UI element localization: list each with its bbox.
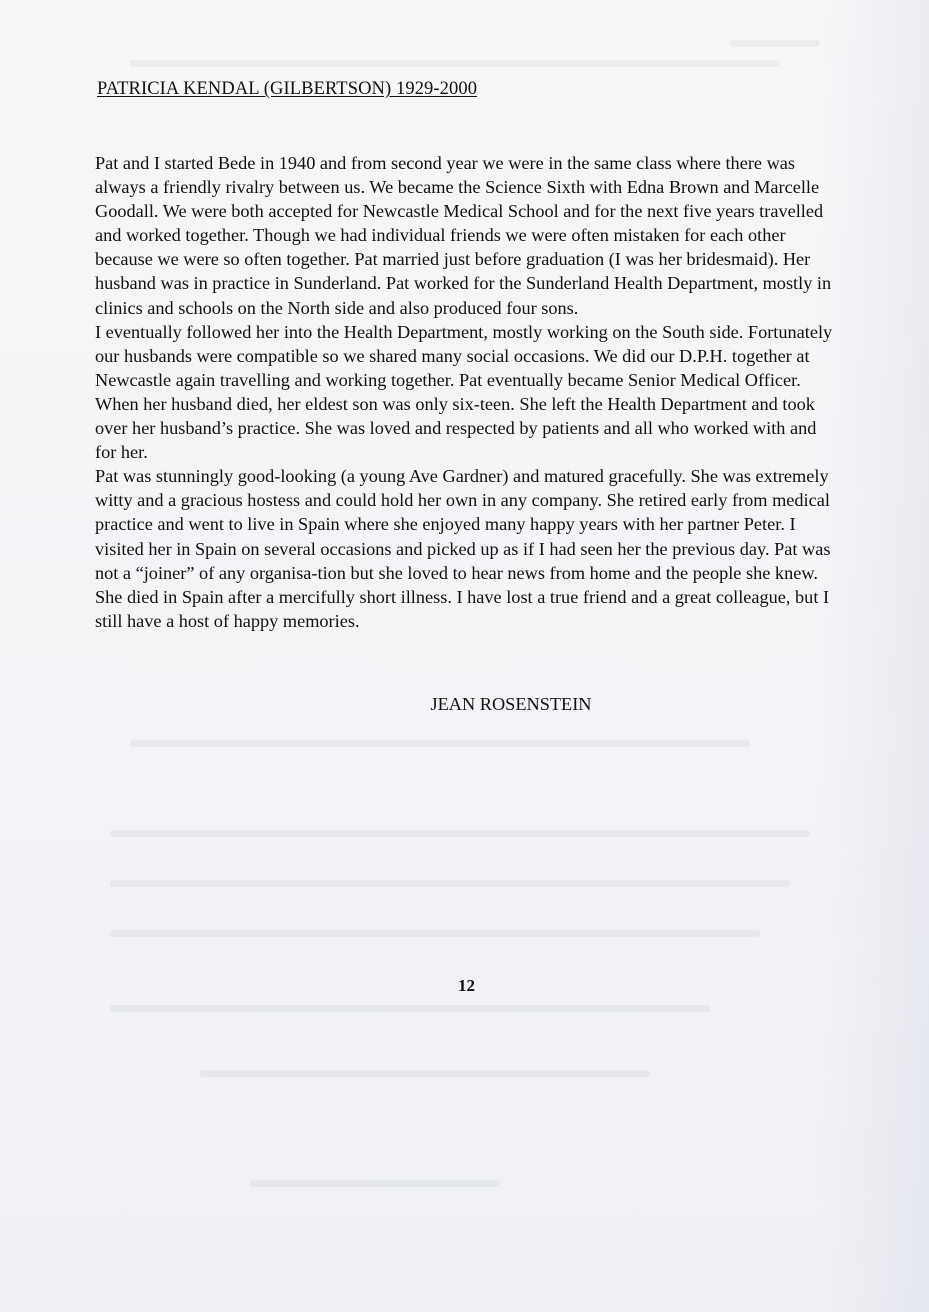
bleed-through-mark <box>130 740 750 747</box>
paragraph: I eventually followed her into the Health Department, mostly working on the South side. Fortunately our husbands were compatible so we shared many social occasions. We did our D.P.H. together at Newcastle again travelling and working together. Pat eventually became Senior Medical Officer. When her husband died, her eldest son was only six-teen. She left the Health Department and took over her husband’s practice. She was loved and respected by patients and all who worked with and for her. <box>95 321 833 463</box>
bleed-through-mark <box>110 830 810 837</box>
bleed-through-mark <box>730 40 820 47</box>
page-number: 12 <box>458 976 475 995</box>
paragraph: Pat and I started Bede in 1940 and from second year we were in the same class where there was always a friendly rivalry between us. We became the Science Sixth with Edna Brown and Marcelle Goodall. We were both accepted for Newcastle Medical School and for the next five years travelled and worked together. Though we had individual friends we were often mistaken for each other because we were so often together. Pat married just before graduation (I was her bridesmaid). Her husband was in practice in Sunderland. Pat worked for the Sunderland Health Department, mostly in clinics and schools on the North side and also produced four sons. <box>95 153 832 318</box>
bleed-through-mark <box>110 880 790 887</box>
bleed-through-mark <box>250 1180 500 1187</box>
memorial-body <box>95 151 835 633</box>
memorial-title: PATRICIA KENDAL (GILBERTSON) 1929-2000 <box>97 79 478 99</box>
bleed-through-mark <box>200 1070 650 1077</box>
author-signature: JEAN ROSENSTEIN <box>430 694 592 714</box>
paragraph: Pat was stunningly good-looking (a young Ave Gardner) and matured gracefully. She was extremely witty and a gracious hostess and could hold her own in any company. She retired early from medical practice and went to live in Spain where she enjoyed many happy years with her partner Peter. I visited her in Spain on several occasions and picked up as if I had seen her the previous day. Pat was not a “joiner” of any organisa-tion but she loved to hear news from home and the people she knew. She died in Spain after a mercifully short illness. I have lost a true friend and a great colleague, but I still have a host of happy memories. <box>95 466 831 631</box>
bleed-through-mark <box>110 1005 710 1012</box>
bleed-through-mark <box>110 930 760 937</box>
bleed-through-mark <box>130 60 780 67</box>
